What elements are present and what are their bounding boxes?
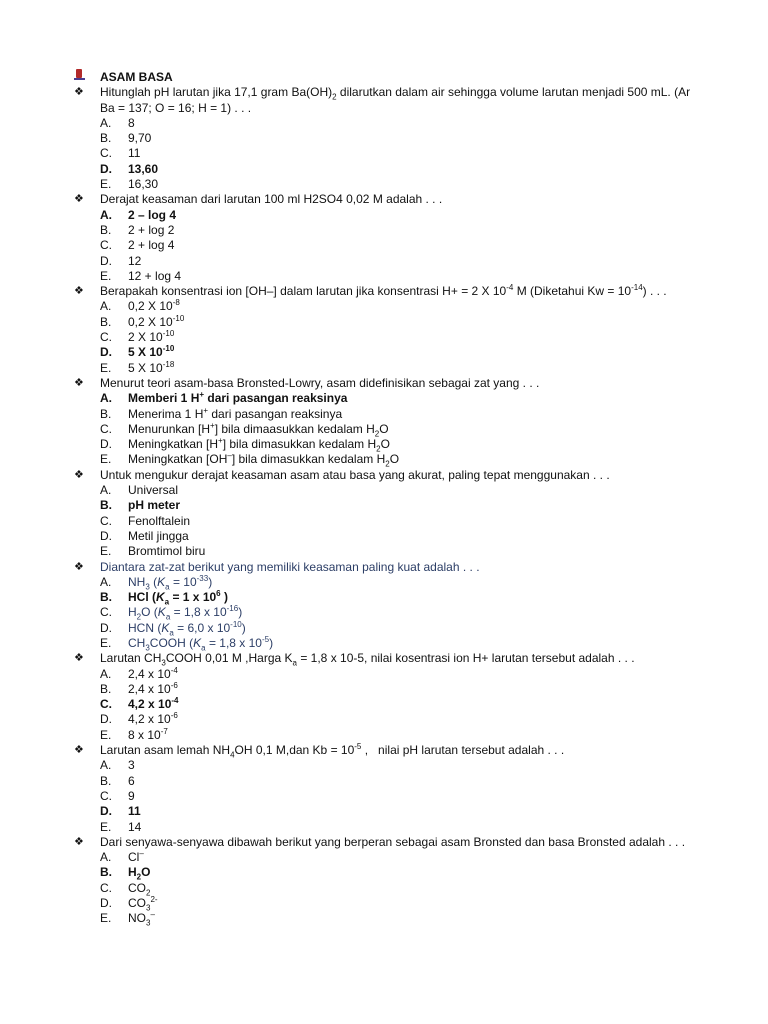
option-letter: A. xyxy=(100,207,112,222)
option-text: Fenolftalein xyxy=(128,513,191,528)
question-3 xyxy=(74,284,704,299)
answer-option xyxy=(74,728,704,743)
diamond-bullet-icon: ❖ xyxy=(74,86,84,99)
option-letter: A. xyxy=(100,850,112,865)
answer-option-correct xyxy=(74,208,704,223)
question-text: Derajat keasaman dari larutan 100 ml H2SO4 0,02 M adalah . . . xyxy=(100,192,443,207)
option-letter: D. xyxy=(100,804,112,819)
option-text: Menurunkan [H+] bila dimaasukkan kedalam $H_2O$ xyxy=(128,420,389,439)
answer-option xyxy=(74,636,704,651)
option-text: 2,4 x $10^{-6}$ xyxy=(128,680,178,696)
answer-option xyxy=(74,452,704,467)
answer-option xyxy=(74,820,704,835)
option-text: 5 X $10^{-18}$ xyxy=(128,359,175,375)
option-text: Menerima 1 H+ dari pasangan reaksinya xyxy=(128,405,343,421)
question-text: Hitunglah pH larutan jika 17,1 gram $Ba(OH)_2$ dilarutkan dalam air sehingga volume larutan menjadi 500 mL. (Ar Ba = 137; O = 16; H = 1) . . . xyxy=(100,85,691,115)
option-letter: A. xyxy=(100,115,112,130)
diamond-bullet-icon: ❖ xyxy=(74,744,84,757)
answer-option xyxy=(74,330,704,345)
answer-option xyxy=(74,361,704,376)
option-letter: B. xyxy=(100,865,112,880)
option-letter: E. xyxy=(100,268,112,283)
answer-option xyxy=(74,223,704,238)
answer-option xyxy=(74,896,704,911)
option-letter: D. xyxy=(100,712,112,727)
answer-option xyxy=(74,437,704,452)
option-text: 8 xyxy=(128,115,135,130)
question-4 xyxy=(74,376,704,391)
option-letter: B. xyxy=(100,406,112,421)
question-6 xyxy=(74,560,704,575)
option-letter: D. xyxy=(100,345,112,360)
diamond-bullet-icon: ❖ xyxy=(74,376,84,389)
option-text: Bromtimol biru xyxy=(128,544,206,559)
answer-option xyxy=(74,483,704,498)
option-letter: B. xyxy=(100,222,112,237)
diamond-bullet-icon: ❖ xyxy=(74,285,84,298)
option-text: 14 xyxy=(128,819,142,834)
option-text: 2 X $10^{-10}$ xyxy=(128,329,175,345)
answer-option-correct xyxy=(74,865,704,880)
option-text: 12 + log 4 xyxy=(128,268,182,283)
answer-option xyxy=(74,605,704,620)
option-text: Metil jingga xyxy=(128,528,189,543)
option-text: $NH_3$ $(K_a = 10^{-33})$ xyxy=(128,573,213,592)
option-text: 6 xyxy=(128,773,135,788)
option-letter: C. xyxy=(100,238,112,253)
option-letter: A. xyxy=(100,391,112,406)
option-text: $CO_2$ xyxy=(128,880,151,898)
pushpin-bullet-icon xyxy=(74,69,100,85)
option-letter: B. xyxy=(100,590,112,605)
option-letter: C. xyxy=(100,880,112,895)
answer-option xyxy=(74,299,704,314)
option-text: Universal xyxy=(128,483,179,498)
answer-option-correct xyxy=(74,345,704,360)
option-letter: C. xyxy=(100,513,112,528)
answer-option xyxy=(74,315,704,330)
option-text: pH meter xyxy=(128,498,181,513)
option-text: Meningkatkan [OH–] bila dimasukkan kedalam $H_2O$ xyxy=(128,451,400,469)
option-letter: A. xyxy=(100,299,112,314)
option-text: 9 xyxy=(128,788,135,803)
option-letter: D. xyxy=(100,620,112,635)
option-letter: B. xyxy=(100,773,112,788)
option-text: HCN ($K_a = 6,0$ x $10^{-10}$) xyxy=(128,619,246,638)
option-letter: C. xyxy=(100,330,112,345)
answer-option-correct xyxy=(74,162,704,177)
option-letter: E. xyxy=(100,819,112,834)
option-text: Meningkatkan [H+] bila dimasukkan kedalam $H_2O$ xyxy=(128,436,390,454)
option-letter: D. xyxy=(100,896,112,911)
option-text: $H_2O$ ($K_a = 1,8$ x $10^{-16}$) xyxy=(128,604,243,622)
diamond-bullet-icon: ❖ xyxy=(74,835,84,848)
option-text: 0,2 X $10^{-8}$ xyxy=(128,298,180,314)
question-9 xyxy=(74,835,704,850)
answer-option xyxy=(74,911,704,926)
answer-option xyxy=(74,269,704,284)
option-text: $CH_3COOH$ ($K_a = 1,8$ x $10^{-5}$) xyxy=(128,634,274,653)
option-text: 11 xyxy=(128,804,141,819)
option-text: HCl ($K_a = 1$ x $10^6$ ) xyxy=(128,589,228,607)
answer-option xyxy=(74,881,704,896)
option-text: 9,70 xyxy=(128,131,152,146)
answer-option-correct xyxy=(74,498,704,513)
option-letter: C. xyxy=(100,697,112,712)
answer-option-correct xyxy=(74,804,704,819)
option-letter: D. xyxy=(100,437,112,452)
option-letter: E. xyxy=(100,452,112,467)
answer-option xyxy=(74,682,704,697)
option-letter: C. xyxy=(100,146,112,161)
option-text: 13,60 xyxy=(128,161,159,176)
option-letter: C. xyxy=(100,788,112,803)
option-text: 3 xyxy=(128,758,135,773)
question-text: Diantara zat-zat berikut yang memiliki keasaman paling kuat adalah . . . xyxy=(100,559,480,574)
answer-option xyxy=(74,529,704,544)
diamond-bullet-icon: ❖ xyxy=(74,193,84,206)
option-letter: A. xyxy=(100,666,112,681)
option-letter: E. xyxy=(100,544,112,559)
option-text: Cl– xyxy=(128,849,144,865)
option-letter: B. xyxy=(100,681,112,696)
option-letter: D. xyxy=(100,161,112,176)
answer-option xyxy=(74,177,704,192)
diamond-bullet-icon: ❖ xyxy=(74,468,84,481)
option-letter: E. xyxy=(100,911,112,926)
answer-option xyxy=(74,544,704,559)
option-letter: D. xyxy=(100,253,112,268)
question-5 xyxy=(74,468,704,483)
answer-option xyxy=(74,514,704,529)
option-text: 2 + log 2 xyxy=(128,222,175,237)
answer-option xyxy=(74,850,704,865)
option-letter: E. xyxy=(100,177,112,192)
question-text: Dari senyawa-senyawa dibawah berikut yang berperan sebagai asam Bronsted dan basa Bronsted adalah . . . xyxy=(100,834,686,849)
question-text: Larutan asam lemah $NH_4OH$ 0,1 M,dan $Kb = 10^{-5}$ , nilai pH larutan tersebut adalah . . . xyxy=(100,742,565,760)
option-text: 11 xyxy=(128,146,141,161)
question-8 xyxy=(74,743,704,758)
option-text: $NO_3^-$ xyxy=(128,910,155,928)
option-text: Memberi 1 H+ dari pasangan reaksinya xyxy=(128,390,348,406)
option-letter: B. xyxy=(100,498,112,513)
diamond-bullet-icon: ❖ xyxy=(74,652,84,665)
answer-option xyxy=(74,667,704,682)
answer-option-correct xyxy=(74,590,704,605)
option-letter: E. xyxy=(100,635,112,650)
answer-option xyxy=(74,131,704,146)
answer-option xyxy=(74,758,704,773)
option-letter: C. xyxy=(100,605,112,620)
answer-option-correct xyxy=(74,391,704,406)
question-text: Untuk mengukur derajat keasaman asam atau basa yang akurat, paling tepat menggunakan . . . xyxy=(100,467,610,482)
worksheet xyxy=(74,69,704,927)
option-text: 2 – log 4 xyxy=(128,207,177,222)
answer-option xyxy=(74,407,704,422)
option-letter: E. xyxy=(100,727,112,742)
option-letter: B. xyxy=(100,314,112,329)
option-text: 5 X $10^{-10}$ xyxy=(128,344,175,360)
option-letter: D. xyxy=(100,528,112,543)
option-letter: B. xyxy=(100,131,112,146)
answer-option xyxy=(74,422,704,437)
answer-option xyxy=(74,116,704,131)
option-text: 8 x $10^{-7}$ xyxy=(128,726,168,742)
section-heading xyxy=(74,69,704,85)
answer-option xyxy=(74,146,704,161)
option-text: 4,2 x $10^{-4}$ xyxy=(128,696,179,712)
question-text: Berapakah konsentrasi ion [OH–] dalam larutan jika konsentrasi H+ = 2 X $10^{-4}$ M (Diketahui $Kw = 10^{-14}$) . . . xyxy=(100,283,667,299)
option-text: 0,2 X $10^{-10}$ xyxy=(128,313,185,329)
option-text: $H_2O$ xyxy=(128,865,151,882)
answer-option-correct xyxy=(74,697,704,712)
question-7 xyxy=(74,651,704,666)
question-1 xyxy=(74,85,704,116)
option-text: 2 + log 4 xyxy=(128,238,175,253)
answer-option xyxy=(74,789,704,804)
option-letter: A. xyxy=(100,483,112,498)
question-text: Larutan $CH_3COOH$ 0,01 M ,Harga $K_a = 1,8$ x 10-5, nilai kosentrasi ion H+ larutan tersebut adalah . . . xyxy=(100,651,635,668)
option-letter: A. xyxy=(100,574,112,589)
answer-option xyxy=(74,621,704,636)
section-title: ASAM BASA xyxy=(100,69,173,84)
question-list xyxy=(74,85,704,926)
option-letter: A. xyxy=(100,758,112,773)
option-letter: E. xyxy=(100,360,112,375)
question-2 xyxy=(74,192,704,207)
answer-option xyxy=(74,238,704,253)
option-letter: C. xyxy=(100,421,112,436)
option-text: $CO_3^{2-}$ xyxy=(128,895,158,913)
diamond-bullet-icon: ❖ xyxy=(74,560,84,573)
answer-option xyxy=(74,254,704,269)
option-text: 16,30 xyxy=(128,177,159,192)
option-text: 4,2 x $10^{-6}$ xyxy=(128,711,178,727)
option-text: 12 xyxy=(128,253,142,268)
answer-option xyxy=(74,575,704,590)
option-text: 2,4 x $10^{-4}$ xyxy=(128,665,178,681)
answer-option xyxy=(74,712,704,727)
answer-option xyxy=(74,774,704,789)
question-text: Menurut teori asam-basa Bronsted-Lowry, asam didefinisikan sebagai zat yang . . . xyxy=(100,375,540,390)
